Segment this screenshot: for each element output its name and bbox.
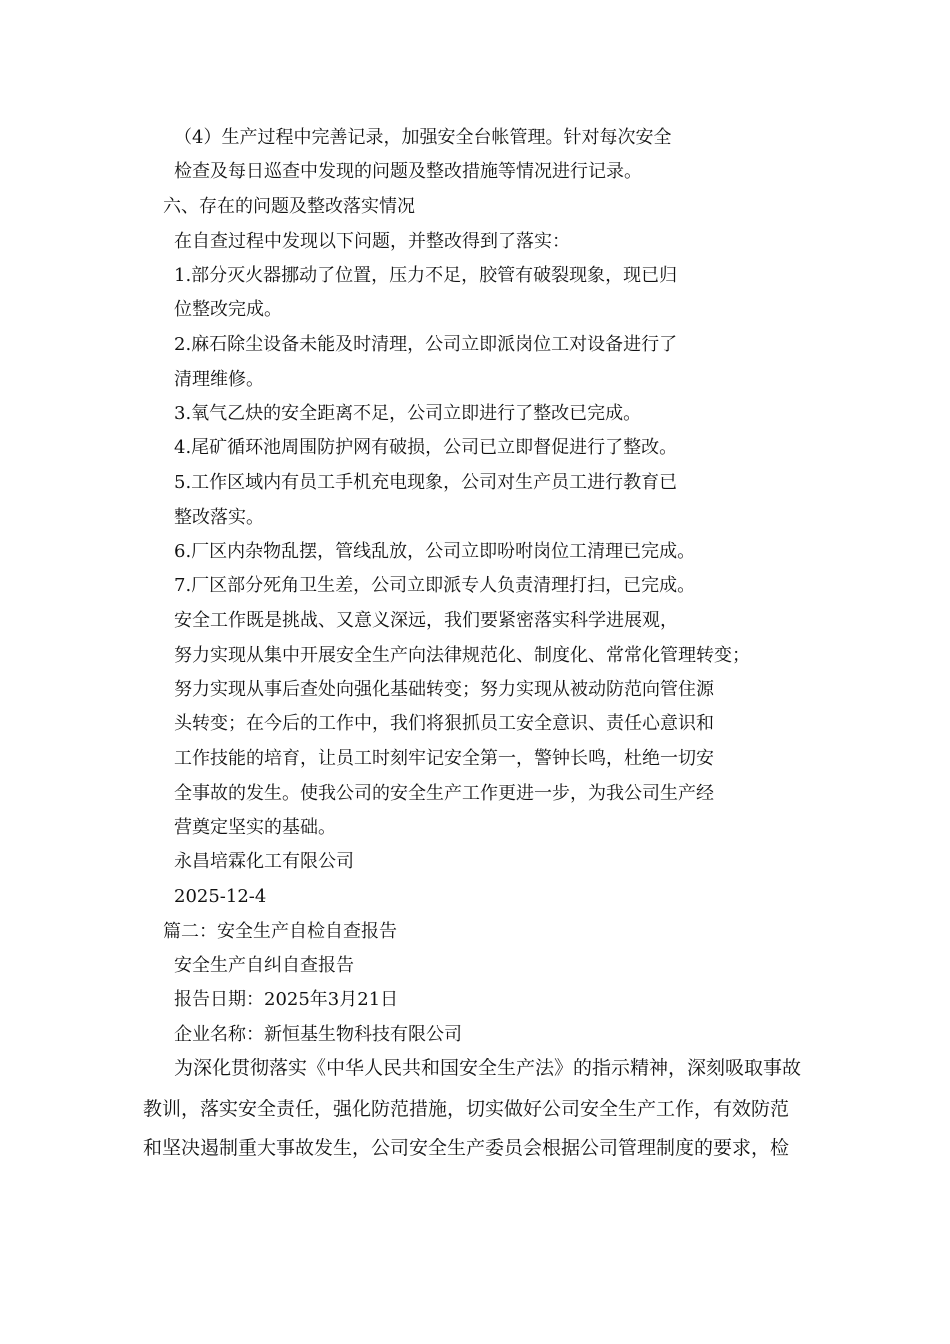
list-item: 1.部分灭火器挪动了位置，压力不足，胶管有破裂现象，现已归: [174, 265, 678, 286]
text-line: 在自查过程中发现以下问题，并整改得到了落实：: [174, 231, 570, 252]
text-line: 检查及每日巡查中发现的问题及整改措施等情况进行记录。: [174, 161, 642, 182]
text-line: 清理维修。: [174, 369, 264, 390]
section-heading: 篇二：安全生产自检自查报告: [163, 921, 397, 942]
text-line: 头转变；在今后的工作中，我们将狠抓员工安全意识、责任心意识和: [174, 713, 714, 734]
list-item: 3.氧气乙炔的安全距离不足，公司立即进行了整改已完成。: [174, 403, 642, 424]
text-line: 整改落实。: [174, 507, 264, 528]
text-line: 努力实现从集中开展安全生产向法律规范化、制度化、常常化管理转变；: [174, 645, 750, 666]
list-item: 7.厂区部分死角卫生差，公司立即派专人负责清理打扫，已完成。: [174, 575, 696, 596]
enterprise-name: 企业名称：新恒基生物科技有限公司: [174, 1024, 462, 1045]
list-item: 6.厂区内杂物乱摆，管线乱放，公司立即吩咐岗位工清理已完成。: [174, 541, 696, 562]
report-date: 报告日期：2025年3月21日: [174, 989, 399, 1010]
text-line: 安全工作既是挑战、又意义深远，我们要紧密落实科学进展观，: [174, 610, 678, 631]
text-line: 营奠定坚实的基础。: [174, 817, 336, 838]
text-line: （4）生产过程中完善记录，加强安全台帐管理。针对每次安全: [174, 127, 672, 148]
text-line: 努力实现从事后查处向强化基础转变；努力实现从被动防范向管住源: [174, 679, 714, 700]
list-item: 4.尾矿循环池周围防护网有破损，公司已立即督促进行了整改。: [174, 437, 678, 458]
text-line: 为深化贯彻落实《中华人民共和国安全生产法》的指示精神，深刻吸取事故: [174, 1057, 802, 1079]
date: 2025-12-4: [174, 886, 267, 907]
report-title: 安全生产自纠自查报告: [174, 955, 354, 976]
company-name: 永昌培霖化工有限公司: [174, 851, 354, 872]
text-line: 全事故的发生。使我公司的安全生产工作更进一步，为我公司生产经: [174, 783, 714, 804]
list-item: 2.麻石除尘设备未能及时清理，公司立即派岗位工对设备进行了: [174, 334, 678, 355]
text-line: 工作技能的培育，让员工时刻牢记安全第一，警钟长鸣，杜绝一切安: [174, 748, 714, 769]
text-line: 位整改完成。: [174, 299, 282, 320]
text-line: 和坚决遏制重大事故发生，公司安全生产委员会根据公司管理制度的要求，检: [143, 1137, 790, 1159]
text-line: 教训，落实安全责任，强化防范措施，切实做好公司安全生产工作，有效防范: [143, 1098, 790, 1120]
section-heading: 六、存在的问题及整改落实情况: [163, 196, 415, 217]
list-item: 5.工作区域内有员工手机充电现象，公司对生产员工进行教育已: [174, 472, 678, 493]
